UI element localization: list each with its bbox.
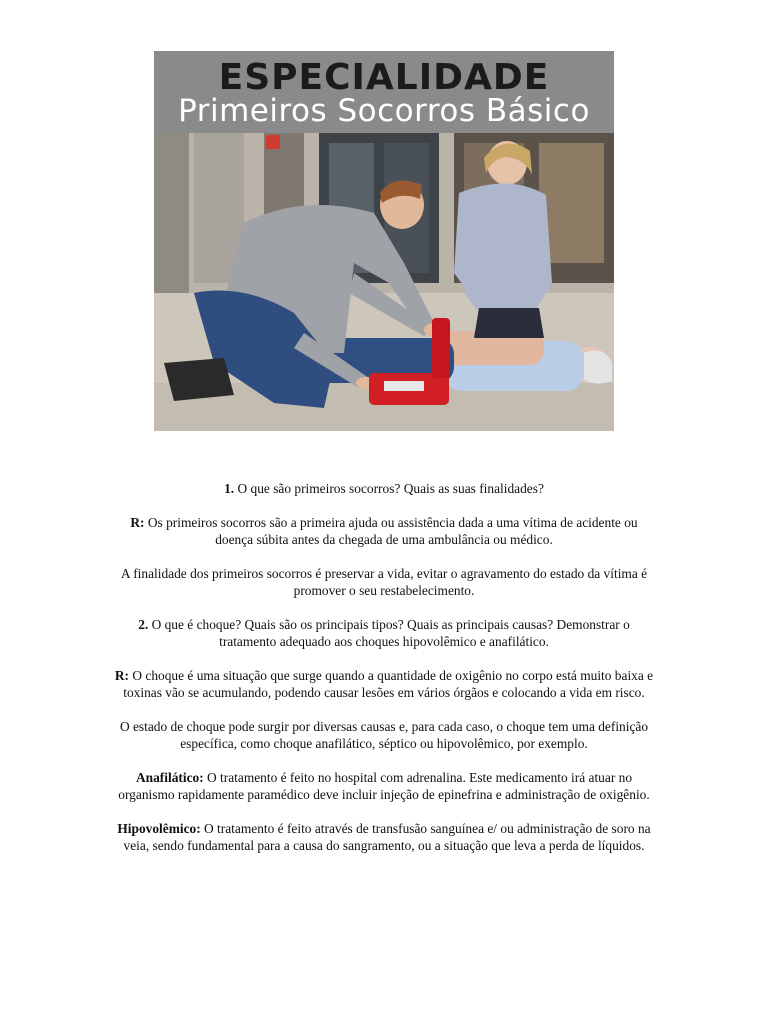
document-body bbox=[112, 480, 656, 871]
answer-label: R: bbox=[130, 515, 145, 530]
answer-label: R: bbox=[114, 668, 130, 683]
paragraph: A finalidade dos primeiros socorros é preservar a vida, evitar o agravamento do estado da vítima é promover o seu restabelecimento. bbox=[120, 566, 648, 598]
answer-1 bbox=[112, 514, 656, 548]
question-number: 2. bbox=[138, 617, 149, 632]
banner-title: ESPECIALIDADE bbox=[218, 57, 550, 98]
question-2 bbox=[112, 616, 656, 650]
question-text: O que é choque? Quais são os principais tipos? Quais as principais causas? Demonstrar o tratamento adequado aos choques hipovolêmico e anafilático. bbox=[148, 617, 630, 649]
paragraph: O estado de choque pode surgir por diversas causas e, para cada caso, o choque tem uma definição específica, como choque anafilático, séptico ou hipovolêmico, por exemplo. bbox=[119, 719, 649, 751]
question-1 bbox=[112, 480, 656, 497]
question-text: O que são primeiros socorros? Quais as suas finalidades? bbox=[234, 481, 544, 496]
term-text: O tratamento é feito através de transfusão sanguínea e/ ou administração de soro na veia, sendo fundamental para a causa do sangramento, ou a situação que leva a perda de líquidos. bbox=[123, 821, 651, 853]
answer-text: O choque é uma situação que surge quando a quantidade de oxigênio no corpo está muito baixa e toxinas vão se acumulando, podendo causar lesões em vários órgãos e colocando a vida em risco. bbox=[123, 668, 654, 700]
anafilatico-paragraph bbox=[112, 769, 656, 803]
banner-subtitle: Primeiros Socorros Básico bbox=[178, 93, 590, 129]
banner-title-bar bbox=[154, 51, 614, 133]
answer-2 bbox=[112, 667, 656, 701]
term-label: Anafilático: bbox=[135, 770, 204, 785]
answer-text: Os primeiros socorros são a primeira ajuda ou assistência dada a uma vítima de acidente ou doença súbita antes da chegada de uma ambulância ou médico. bbox=[144, 515, 638, 547]
cpr-photo bbox=[154, 133, 614, 431]
header-banner bbox=[154, 51, 614, 431]
question-number: 1. bbox=[224, 481, 235, 496]
hipovolemico-paragraph bbox=[112, 820, 656, 854]
term-text: O tratamento é feito no hospital com adrenalina. Este medicamento irá atuar no organismo rapidamente paramédico deve incluir injeção de epinefrina e administração de oxigênio. bbox=[118, 770, 650, 802]
term-label: Hipovolêmico: bbox=[117, 821, 201, 836]
